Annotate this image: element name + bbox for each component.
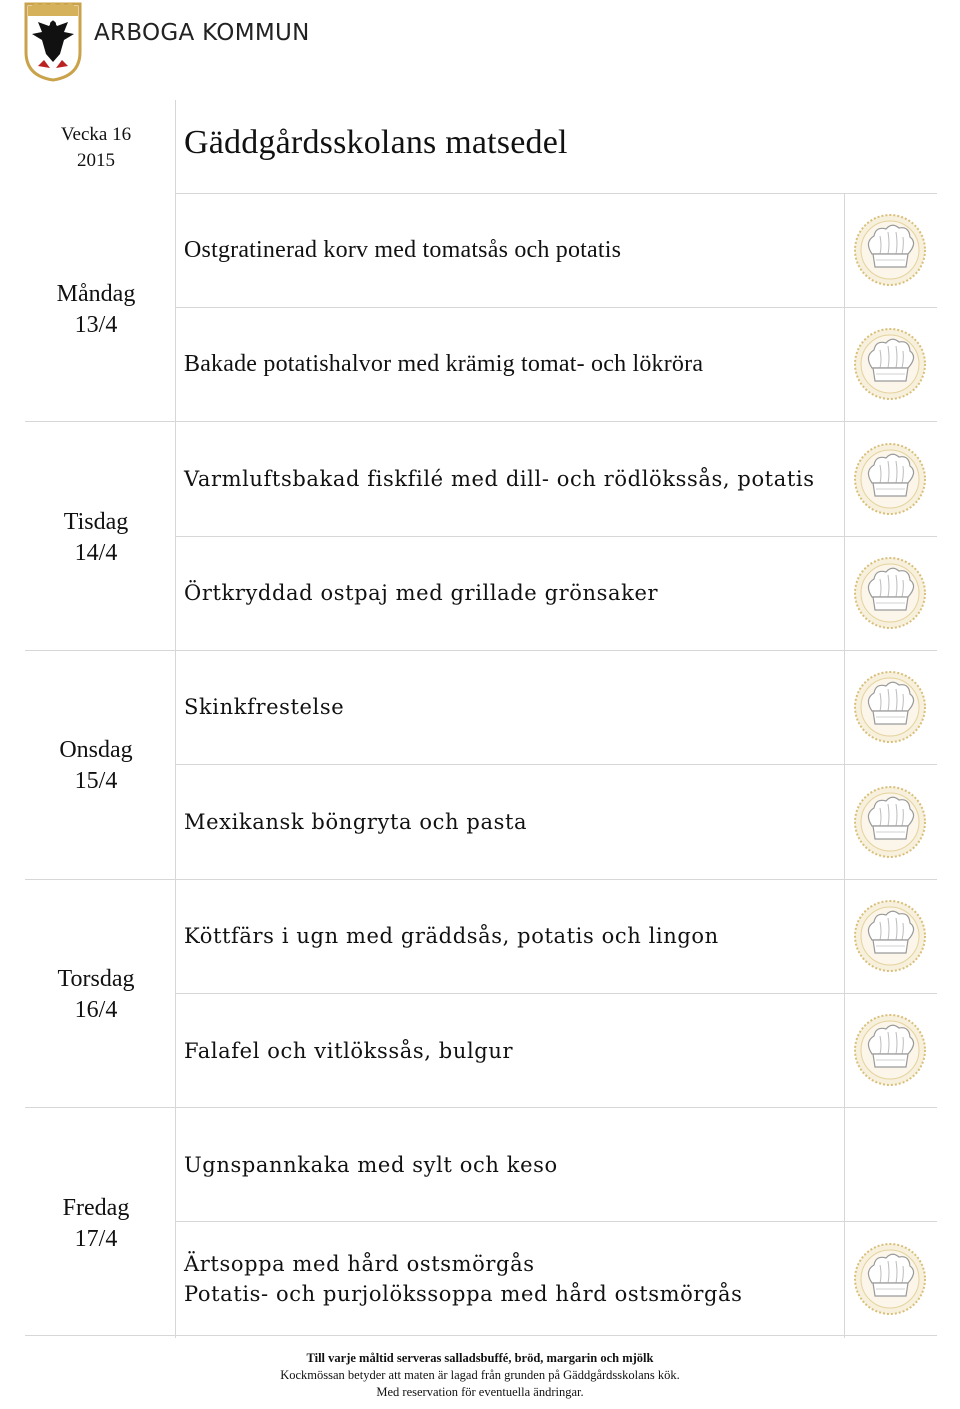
chef-hat-badge-icon <box>852 441 928 517</box>
dish-tuesday-1: Varmluftsbakad fiskfilé med dill- och rödlökssås, potatis <box>184 467 815 491</box>
dish-monday-1: Ostgratinerad korv med tomatsås och potatis <box>184 237 622 263</box>
day-label-tuesday <box>30 507 162 569</box>
chef-hat-badge-icon <box>852 326 928 402</box>
chef-hat-badge-icon <box>852 784 928 860</box>
row-divider <box>25 1335 937 1336</box>
dish-wednesday-1: Skinkfrestelse <box>184 695 345 719</box>
row-divider <box>175 193 937 194</box>
dish-monday-2: Bakade potatishalvor med krämig tomat- och lökröra <box>184 351 704 377</box>
day-name: Torsdag <box>57 966 135 992</box>
day-label-monday <box>30 279 162 341</box>
dish-wednesday-2: Mexikansk böngryta och pasta <box>184 810 528 834</box>
day-name: Tisdag <box>63 509 129 535</box>
row-divider <box>175 993 937 994</box>
footer-notes <box>0 1350 960 1401</box>
page-title: Gäddgårdsskolans matsedel <box>184 124 568 161</box>
dish-friday-3: Potatis- och purjolökssoppa med hård ostsmörgås <box>184 1282 743 1306</box>
day-date: 15/4 <box>74 768 118 794</box>
row-divider <box>25 1107 937 1108</box>
day-name: Fredag <box>62 1195 130 1221</box>
day-label-thursday <box>30 964 162 1026</box>
footer-line-1: Till varje måltid serveras salladsbuffé, bröd, margarin och mjölk <box>306 1351 654 1365</box>
week-label <box>38 122 154 174</box>
day-label-friday <box>30 1193 162 1255</box>
footer-line-3: Med reservation för eventuella ändringar. <box>376 1385 584 1399</box>
coat-of-arms-logo <box>24 2 82 82</box>
dish-friday-2: Ärtsoppa med hård ostsmörgås <box>184 1252 535 1276</box>
week-year: 2015 <box>77 150 115 171</box>
chef-hat-badge-icon <box>852 555 928 631</box>
footer-line-2: Kockmössan betyder att maten är lagad från grunden på Gäddgårdsskolans kök. <box>280 1368 680 1382</box>
dish-thursday-2: Falafel och vitlökssås, bulgur <box>184 1039 514 1063</box>
row-divider <box>25 421 937 422</box>
chef-hat-badge-icon <box>852 1241 928 1317</box>
chef-hat-badge-icon <box>852 669 928 745</box>
day-label-wednesday <box>30 735 162 797</box>
row-divider <box>25 879 937 880</box>
chef-hat-badge-icon <box>852 1012 928 1088</box>
dish-thursday-1: Köttfärs i ugn med gräddsås, potatis och lingon <box>184 924 719 948</box>
dish-tuesday-2: Örtkryddad ostpaj med grillade grönsaker <box>184 581 659 605</box>
day-name: Onsdag <box>59 737 133 763</box>
row-divider <box>175 307 937 308</box>
row-divider <box>25 650 937 651</box>
chef-hat-badge-icon <box>852 898 928 974</box>
day-date: 17/4 <box>74 1226 118 1252</box>
day-name: Måndag <box>56 281 136 307</box>
column-divider <box>844 193 845 1338</box>
dish-friday-1: Ugnspannkaka med sylt och keso <box>184 1153 558 1177</box>
column-divider <box>175 100 176 1338</box>
chef-hat-badge-icon <box>852 212 928 288</box>
row-divider <box>175 764 937 765</box>
day-date: 14/4 <box>74 540 118 566</box>
row-divider <box>175 536 937 537</box>
row-divider <box>175 1221 937 1222</box>
day-date: 13/4 <box>74 312 118 338</box>
week-number: Vecka 16 <box>60 124 132 145</box>
day-date: 16/4 <box>74 997 118 1023</box>
org-name: ARBOGA KOMMUN <box>94 20 310 46</box>
